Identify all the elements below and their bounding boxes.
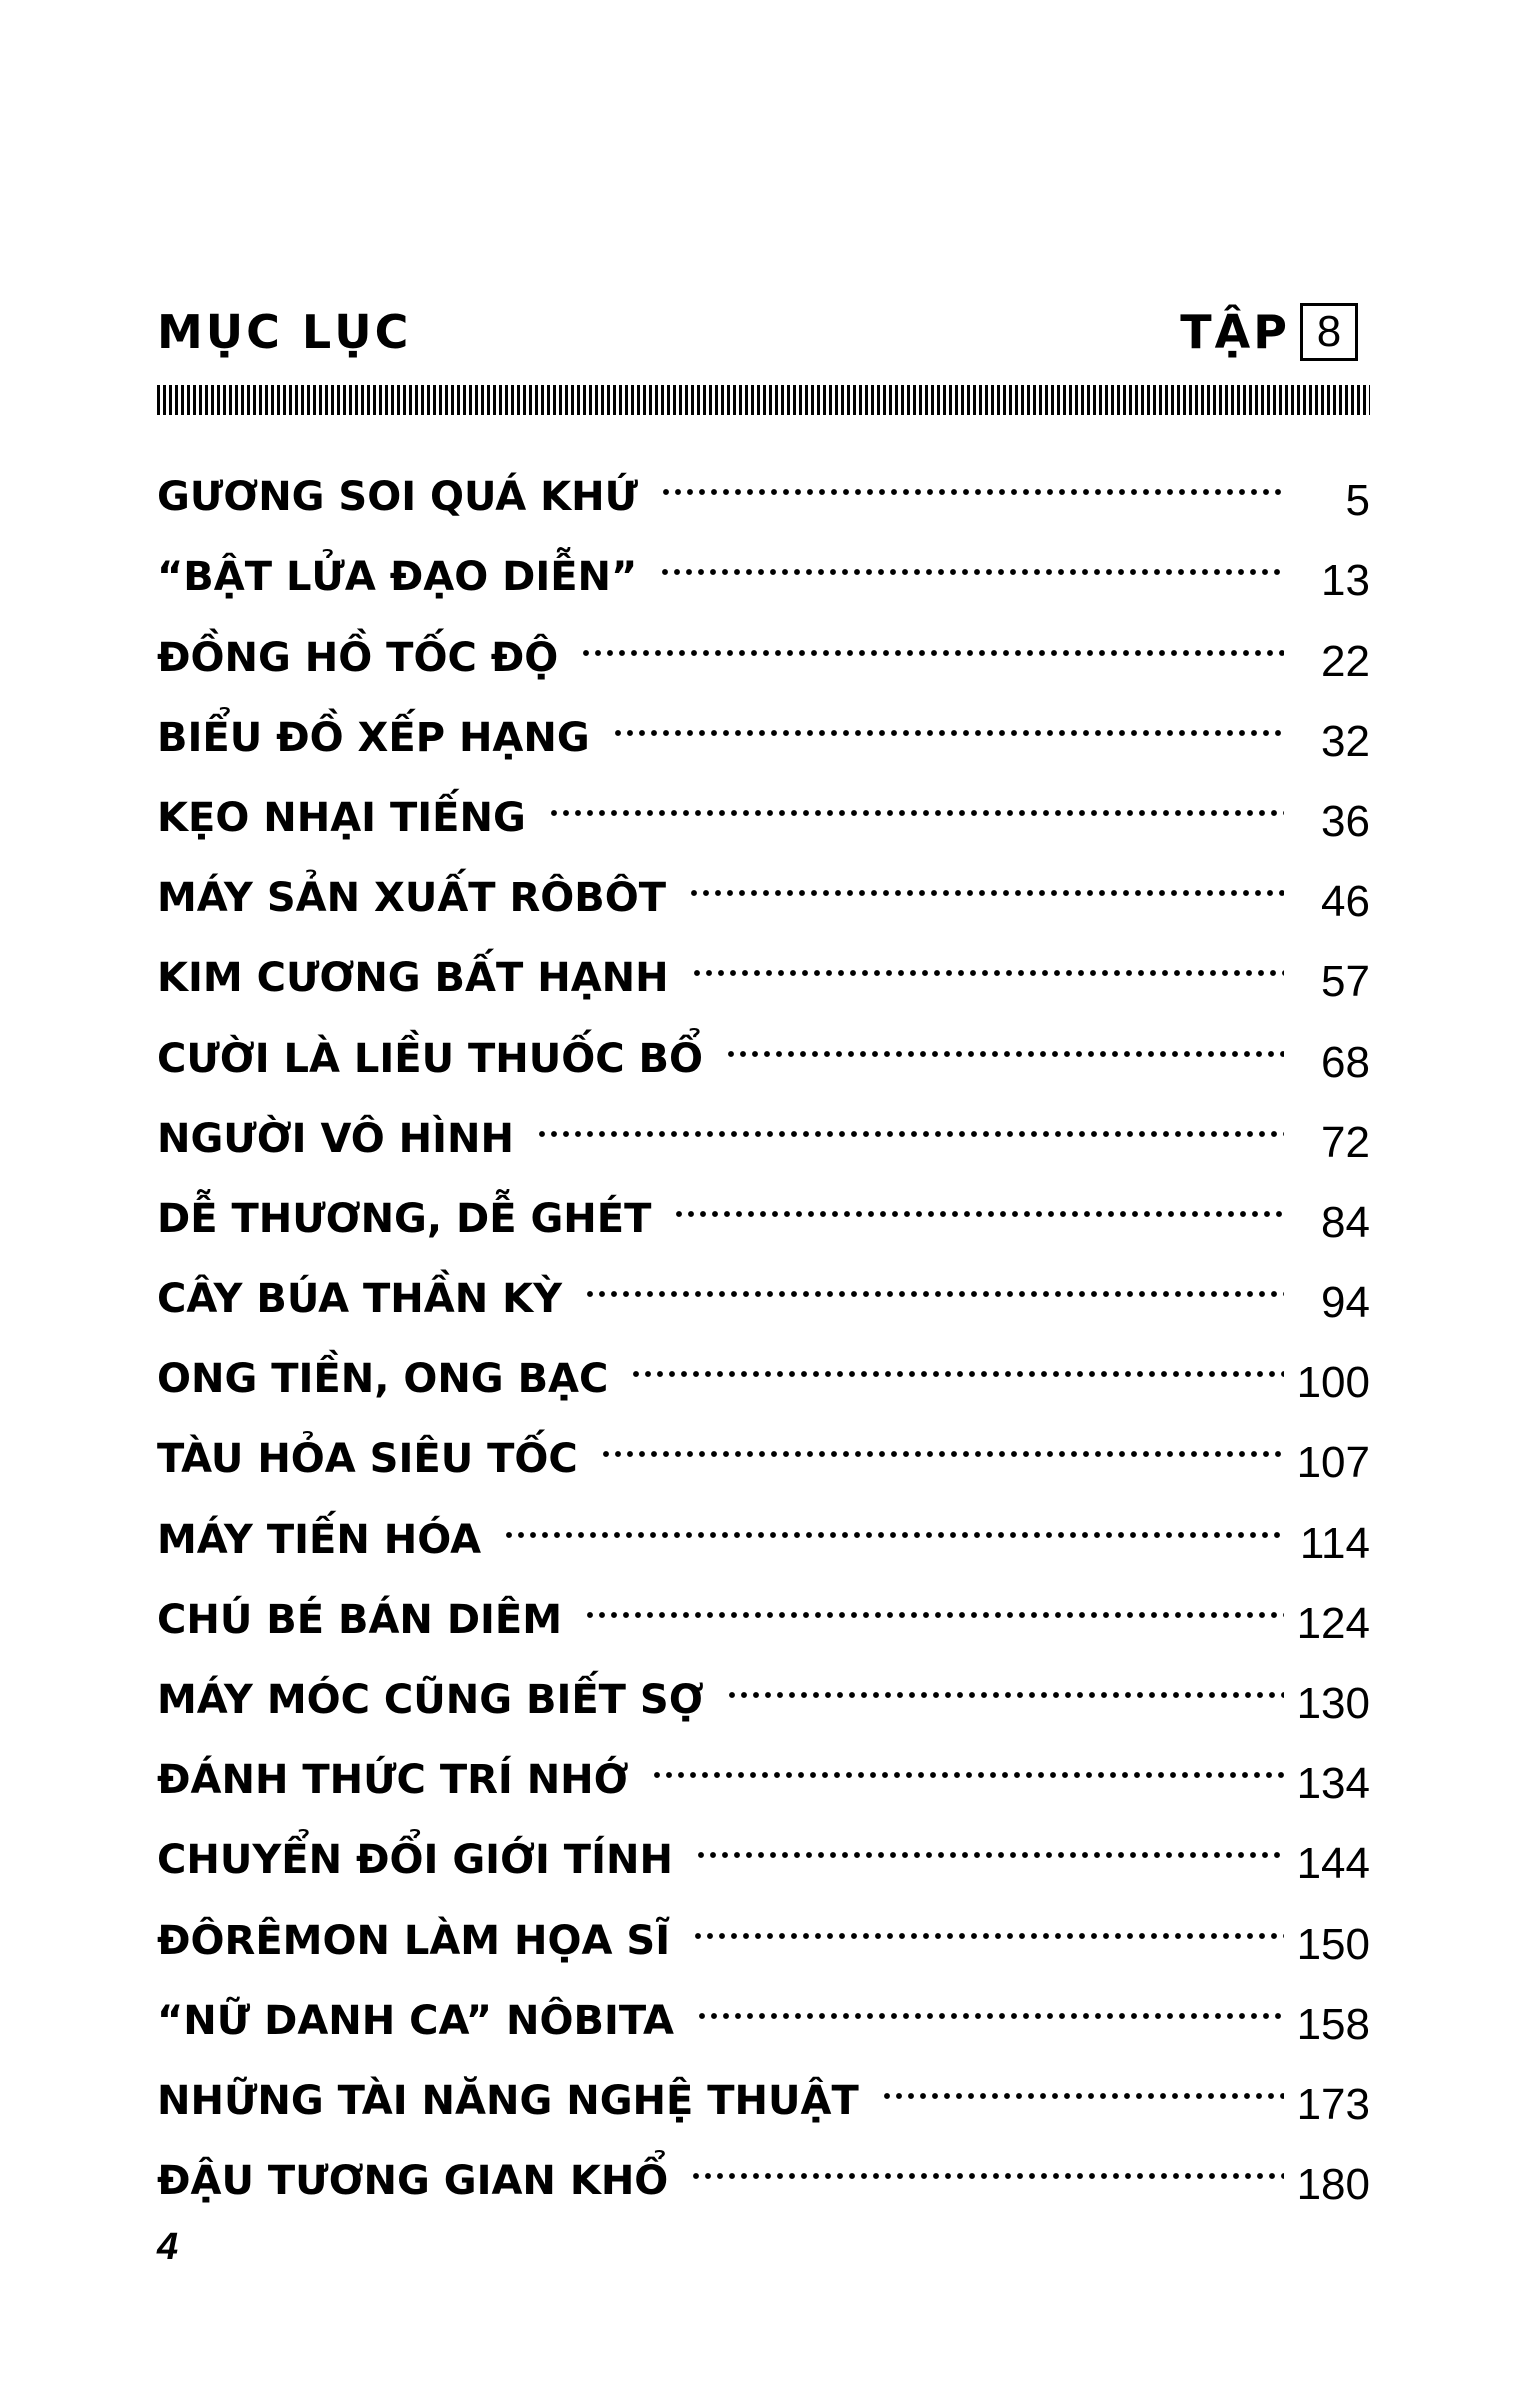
dot-leader: [726, 1683, 1284, 1707]
toc-entry-title: ĐÔRÊMON LÀM HỌA SĨ: [157, 1917, 671, 1964]
toc-entry-title: KIM CƯƠNG BẤT HẠNH: [157, 955, 669, 1002]
toc-entry-title: ĐẬU TƯƠNG GIAN KHỔ: [157, 2158, 669, 2205]
dot-leader: [695, 1843, 1284, 1867]
toc-entry: [157, 1966, 1370, 2049]
toc-header: [157, 292, 1370, 372]
volume-number-box: 8: [1300, 303, 1358, 361]
toc-entry-title: CƯỜI LÀ LIỀU THUỐC BỔ: [157, 1035, 704, 1082]
toc-entry-page: 134: [1296, 1759, 1370, 1809]
toc-entry-page: 144: [1296, 1839, 1370, 1889]
dot-leader: [600, 1442, 1284, 1466]
toc-entry: [157, 1164, 1370, 1247]
toc-entry: [157, 1645, 1370, 1728]
dot-leader: [612, 721, 1284, 745]
toc-entry: [157, 522, 1370, 606]
toc-entry: [157, 1003, 1370, 1087]
dot-leader: [696, 2004, 1284, 2028]
toc-entry-page: 124: [1296, 1598, 1370, 1648]
dot-leader: [503, 1523, 1284, 1547]
toc-entry-page: 150: [1296, 1919, 1370, 1969]
toc-entry-page: 114: [1299, 1518, 1370, 1568]
volume-indicator: [1180, 302, 1358, 362]
toc-entry-title: NHỮNG TÀI NĂNG NGHỆ THUẬT: [157, 2077, 859, 2124]
toc-entry-page: 180: [1296, 2160, 1370, 2210]
toc-entry-page: 107: [1296, 1438, 1370, 1488]
toc-entry: [157, 602, 1370, 686]
toc-list: [157, 442, 1370, 2210]
dot-leader: [673, 1202, 1284, 1226]
toc-entry-page: 100: [1296, 1358, 1370, 1408]
dot-leader: [548, 801, 1284, 825]
dot-leader: [536, 1122, 1284, 1146]
toc-title: MỤC LỤC: [157, 305, 412, 359]
toc-entry-title: GƯƠNG SOI QUÁ KHỨ: [157, 474, 639, 521]
toc-entry: [157, 1404, 1370, 1488]
toc-entry: [157, 1244, 1370, 1328]
toc-entry-page: 13: [1321, 556, 1370, 606]
toc-entry-page: 32: [1321, 716, 1370, 766]
toc-entry-page: 68: [1321, 1037, 1370, 1087]
volume-label: TẬP: [1180, 305, 1290, 359]
toc-entry: [157, 2126, 1370, 2210]
toc-entry: [157, 683, 1370, 766]
toc-entry-title: MÁY MÓC CŨNG BIẾT SỢ: [157, 1677, 704, 1723]
dot-leader: [692, 1924, 1284, 1948]
dot-leader: [688, 881, 1284, 905]
toc-entry-title: NGƯỜI VÔ HÌNH: [157, 1115, 514, 1162]
header-divider: [157, 385, 1370, 415]
dot-leader: [584, 1603, 1284, 1627]
toc-entry-page: 36: [1321, 796, 1370, 846]
toc-entry-title: MÁY SẢN XUẤT RÔBÔT: [157, 875, 667, 922]
toc-entry-title: CÂY BÚA THẦN KỲ: [157, 1276, 563, 1323]
toc-entry-page: 84: [1321, 1197, 1370, 1247]
dot-leader: [660, 480, 1284, 504]
toc-entry-title: KẸO NHẠI TIẾNG: [157, 794, 526, 841]
toc-entry-title: “BẬT LỬA ĐẠO DIỄN”: [157, 554, 638, 601]
toc-entry-page: 5: [1345, 476, 1370, 526]
dot-leader: [691, 961, 1284, 985]
toc-entry: [157, 1565, 1370, 1648]
dot-leader: [659, 560, 1284, 584]
toc-entry-title: CHUYỂN ĐỔI GIỚI TÍNH: [157, 1837, 673, 1884]
dot-leader: [580, 641, 1284, 665]
toc-entry: [157, 442, 1370, 526]
toc-entry-page: 22: [1321, 636, 1370, 686]
toc-entry-page: 173: [1296, 2079, 1370, 2129]
dot-leader: [651, 1763, 1284, 1787]
toc-entry: [157, 2046, 1370, 2129]
toc-entry: [157, 1805, 1370, 1889]
toc-entry-title: ĐỒNG HỒ TỐC ĐỘ: [157, 634, 559, 681]
page-number: 4: [157, 2226, 179, 2268]
toc-entry: [157, 1484, 1370, 1568]
toc-entry: [157, 1084, 1370, 1167]
toc-entry: [157, 923, 1370, 1007]
toc-entry-title: ĐÁNH THỨC TRÍ NHỚ: [157, 1757, 629, 1804]
toc-entry-page: 57: [1321, 957, 1370, 1007]
toc-entry: [157, 1324, 1370, 1408]
toc-entry-page: 72: [1321, 1117, 1370, 1167]
dot-leader: [881, 2084, 1284, 2108]
toc-entry: [157, 1885, 1370, 1969]
toc-entry: [157, 1725, 1370, 1809]
toc-entry-title: CHÚ BÉ BÁN DIÊM: [157, 1596, 563, 1643]
toc-entry-title: BIỂU ĐỒ XẾP HẠNG: [157, 714, 590, 761]
toc-entry-page: 46: [1321, 877, 1370, 927]
toc-entry-page: 94: [1321, 1278, 1370, 1328]
dot-leader: [725, 1042, 1284, 1066]
toc-entry-title: TÀU HỎA SIÊU TỐC: [157, 1436, 578, 1483]
dot-leader: [584, 1282, 1284, 1306]
toc-entry: [157, 763, 1370, 846]
toc-entry-title: ONG TIỀN, ONG BẠC: [157, 1356, 609, 1403]
toc-entry-page: 130: [1296, 1679, 1370, 1728]
toc-entry-page: 158: [1296, 1999, 1370, 2049]
toc-entry-title: “NỮ DANH CA” NÔBITA: [157, 1997, 674, 2044]
toc-entry-title: MÁY TIẾN HÓA: [157, 1516, 482, 1563]
toc-entry-title: DỄ THƯƠNG, DỄ GHÉT: [157, 1195, 652, 1242]
dot-leader: [630, 1362, 1284, 1386]
dot-leader: [690, 2164, 1284, 2188]
toc-entry: [157, 843, 1370, 927]
